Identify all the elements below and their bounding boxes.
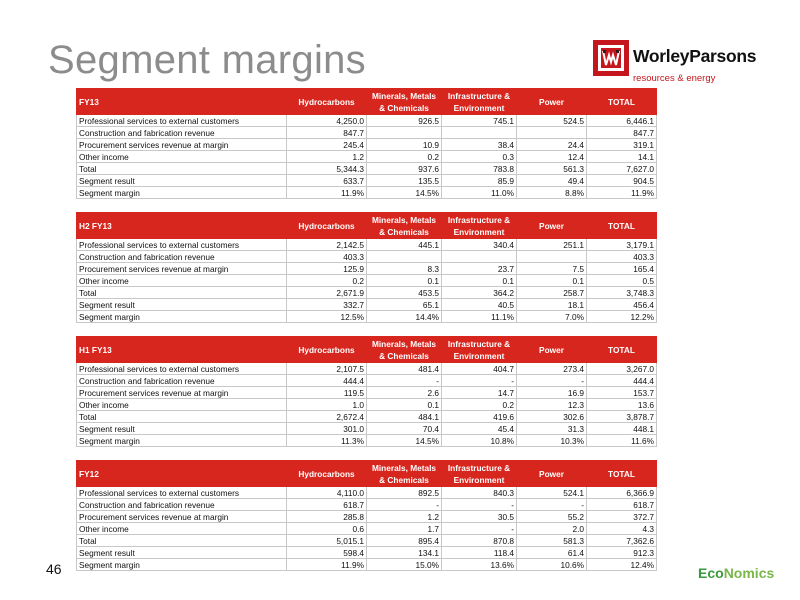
row-label: Construction and fabrication revenue <box>77 499 287 511</box>
row-label: Segment margin <box>77 311 287 323</box>
table-row <box>77 151 657 163</box>
column-header: TOTAL <box>587 89 657 115</box>
table-cell: 3,179.1 <box>587 239 657 251</box>
row-label: Professional services to external customers <box>77 363 287 375</box>
table-cell: 6,366.9 <box>587 487 657 499</box>
row-label: Procurement services revenue at margin <box>77 263 287 275</box>
table-cell: 561.3 <box>517 163 587 175</box>
table-cell: 40.5 <box>442 299 517 311</box>
table-cell: 16.9 <box>517 387 587 399</box>
table-cell: 0.1 <box>367 275 442 287</box>
table-cell: 2,142.5 <box>287 239 367 251</box>
table-cell: 11.6% <box>587 435 657 447</box>
table-cell: 14.5% <box>367 187 442 199</box>
table-cell <box>442 251 517 263</box>
table-cell: 364.2 <box>442 287 517 299</box>
table-cell: 484.1 <box>367 411 442 423</box>
table-cell: - <box>517 499 587 511</box>
table-row <box>77 423 657 435</box>
table-row <box>77 535 657 547</box>
table-cell: 8.3 <box>367 263 442 275</box>
segment-table-1 <box>76 212 657 323</box>
table-cell <box>367 251 442 263</box>
table-header-row <box>77 337 657 363</box>
table-cell: 273.4 <box>517 363 587 375</box>
table-cell: 895.4 <box>367 535 442 547</box>
table-cell: 1.2 <box>287 151 367 163</box>
row-label: Segment result <box>77 175 287 187</box>
table-cell: 10.6% <box>517 559 587 571</box>
table-cell: 2,107.5 <box>287 363 367 375</box>
table-cell: 319.1 <box>587 139 657 151</box>
table-cell: 118.4 <box>442 547 517 559</box>
table-cell: 0.1 <box>367 399 442 411</box>
table-row <box>77 547 657 559</box>
table-cell <box>367 127 442 139</box>
column-header: Infrastructure & Environment <box>442 337 517 363</box>
table-cell: 85.9 <box>442 175 517 187</box>
table-row <box>77 311 657 323</box>
table-cell: 38.4 <box>442 139 517 151</box>
column-header: Infrastructure & Environment <box>442 461 517 487</box>
table-cell: 301.0 <box>287 423 367 435</box>
table-cell: 24.4 <box>517 139 587 151</box>
table-cell: 598.4 <box>287 547 367 559</box>
row-label: Construction and fabrication revenue <box>77 375 287 387</box>
table-cell: 633.7 <box>287 175 367 187</box>
table-row <box>77 127 657 139</box>
table-cell: 453.5 <box>367 287 442 299</box>
table-cell: 302.6 <box>517 411 587 423</box>
table-cell: 937.6 <box>367 163 442 175</box>
table-row <box>77 175 657 187</box>
table-row <box>77 363 657 375</box>
table-cell: 581.3 <box>517 535 587 547</box>
column-header: TOTAL <box>587 213 657 239</box>
period-header: FY13 <box>77 89 287 115</box>
row-label: Construction and fabrication revenue <box>77 251 287 263</box>
table-cell: 6,446.1 <box>587 115 657 127</box>
table-cell: 404.7 <box>442 363 517 375</box>
table-cell: 4.3 <box>587 523 657 535</box>
table-cell: - <box>442 523 517 535</box>
table-cell: 11.9% <box>587 187 657 199</box>
slide-title: Segment margins <box>48 38 366 82</box>
table-gap <box>76 323 656 336</box>
column-header: Minerals, Metals & Chemicals <box>367 337 442 363</box>
table-cell: 444.4 <box>287 375 367 387</box>
row-label: Other income <box>77 275 287 287</box>
column-header: Minerals, Metals & Chemicals <box>367 461 442 487</box>
table-cell: 15.0% <box>367 559 442 571</box>
period-header: H2 FY13 <box>77 213 287 239</box>
worleyparsons-logo-icon <box>593 40 629 76</box>
page-number: 46 <box>46 561 62 577</box>
table-cell: 61.4 <box>517 547 587 559</box>
table-cell: 847.7 <box>287 127 367 139</box>
row-label: Professional services to external customers <box>77 115 287 127</box>
table-cell: 8.8% <box>517 187 587 199</box>
table-cell: 1.2 <box>367 511 442 523</box>
table-cell: 14.5% <box>367 435 442 447</box>
table-cell: 11.9% <box>287 559 367 571</box>
table-cell: 134.1 <box>367 547 442 559</box>
table-row <box>77 299 657 311</box>
table-cell: 456.4 <box>587 299 657 311</box>
period-header: FY12 <box>77 461 287 487</box>
table-cell: 524.5 <box>517 115 587 127</box>
table-cell: 745.1 <box>442 115 517 127</box>
table-cell: 444.4 <box>587 375 657 387</box>
table-cell: 258.7 <box>517 287 587 299</box>
period-header: H1 FY13 <box>77 337 287 363</box>
table-cell: 45.4 <box>442 423 517 435</box>
table-row <box>77 435 657 447</box>
table-cell: 119.5 <box>287 387 367 399</box>
table-cell: 7,627.0 <box>587 163 657 175</box>
table-cell: 0.2 <box>442 399 517 411</box>
row-label: Segment result <box>77 299 287 311</box>
table-cell <box>517 127 587 139</box>
table-cell: 135.5 <box>367 175 442 187</box>
table-cell: 481.4 <box>367 363 442 375</box>
row-label: Segment margin <box>77 187 287 199</box>
segment-table-2 <box>76 336 657 447</box>
row-label: Segment result <box>77 423 287 435</box>
column-header: Hydrocarbons <box>287 213 367 239</box>
table-cell: 0.1 <box>442 275 517 287</box>
table-row <box>77 139 657 151</box>
column-header: Infrastructure & Environment <box>442 89 517 115</box>
table-row <box>77 251 657 263</box>
table-cell: 14.4% <box>367 311 442 323</box>
table-header-row <box>77 213 657 239</box>
table-row <box>77 523 657 535</box>
table-cell: 847.7 <box>587 127 657 139</box>
row-label: Total <box>77 535 287 547</box>
table-cell: 55.2 <box>517 511 587 523</box>
column-header: Hydrocarbons <box>287 461 367 487</box>
table-cell: 31.3 <box>517 423 587 435</box>
table-cell: 10.8% <box>442 435 517 447</box>
table-cell: 153.7 <box>587 387 657 399</box>
table-cell: 251.1 <box>517 239 587 251</box>
table-cell: 0.2 <box>287 275 367 287</box>
table-row <box>77 387 657 399</box>
table-cell: 0.5 <box>587 275 657 287</box>
table-cell: 912.3 <box>587 547 657 559</box>
table-cell: - <box>442 375 517 387</box>
table-cell: 13.6% <box>442 559 517 571</box>
column-header: Infrastructure & Environment <box>442 213 517 239</box>
table-cell: 7,362.6 <box>587 535 657 547</box>
segment-table-3 <box>76 460 657 571</box>
worleyparsons-logo <box>593 40 793 90</box>
table-cell: 4,110.0 <box>287 487 367 499</box>
table-cell: 12.3 <box>517 399 587 411</box>
table-cell: 7.0% <box>517 311 587 323</box>
economics-logo <box>698 565 774 581</box>
table-gap <box>76 199 656 212</box>
table-cell: 403.3 <box>587 251 657 263</box>
table-cell: 10.3% <box>517 435 587 447</box>
row-label: Procurement services revenue at margin <box>77 387 287 399</box>
table-cell: 30.5 <box>442 511 517 523</box>
table-gap <box>76 447 656 460</box>
column-header: Power <box>517 461 587 487</box>
segment-table-0 <box>76 88 657 199</box>
table-cell: 904.5 <box>587 175 657 187</box>
table-cell: 892.5 <box>367 487 442 499</box>
table-cell: 3,748.3 <box>587 287 657 299</box>
column-header: Power <box>517 89 587 115</box>
table-cell: 840.3 <box>442 487 517 499</box>
table-cell: 11.9% <box>287 187 367 199</box>
table-cell: 12.5% <box>287 311 367 323</box>
table-row <box>77 263 657 275</box>
table-cell: 7.5 <box>517 263 587 275</box>
table-cell: 11.3% <box>287 435 367 447</box>
table-cell: 445.1 <box>367 239 442 251</box>
row-label: Total <box>77 287 287 299</box>
table-cell: 3,878.7 <box>587 411 657 423</box>
table-cell: - <box>367 375 442 387</box>
table-cell: - <box>367 499 442 511</box>
table-cell: 2.0 <box>517 523 587 535</box>
column-header: Hydrocarbons <box>287 337 367 363</box>
table-cell: 10.9 <box>367 139 442 151</box>
row-label: Total <box>77 411 287 423</box>
table-cell: 618.7 <box>587 499 657 511</box>
economics-logo-nomics: Nomics <box>723 565 775 581</box>
table-cell: 372.7 <box>587 511 657 523</box>
table-row <box>77 239 657 251</box>
logo-name: WorleyParsons <box>633 46 757 66</box>
logo-tagline: resources & energy <box>633 73 716 84</box>
table-row <box>77 411 657 423</box>
row-label: Procurement services revenue at margin <box>77 511 287 523</box>
table-cell: 13.6 <box>587 399 657 411</box>
table-cell: 65.1 <box>367 299 442 311</box>
table-cell: 2,671.9 <box>287 287 367 299</box>
table-cell: 524.1 <box>517 487 587 499</box>
table-row <box>77 375 657 387</box>
table-row <box>77 499 657 511</box>
table-cell: 12.2% <box>587 311 657 323</box>
table-cell: 5,015.1 <box>287 535 367 547</box>
table-cell: 0.2 <box>367 151 442 163</box>
table-cell: 618.7 <box>287 499 367 511</box>
table-cell: 1.0 <box>287 399 367 411</box>
column-header: Minerals, Metals & Chemicals <box>367 89 442 115</box>
table-row <box>77 187 657 199</box>
row-label: Segment margin <box>77 559 287 571</box>
table-cell: 0.1 <box>517 275 587 287</box>
table-row <box>77 163 657 175</box>
table-cell: - <box>442 499 517 511</box>
table-cell: 1.7 <box>367 523 442 535</box>
column-header: Minerals, Metals & Chemicals <box>367 213 442 239</box>
table-cell: 125.9 <box>287 263 367 275</box>
row-label: Professional services to external customers <box>77 239 287 251</box>
segment-tables <box>76 88 656 571</box>
table-cell: 23.7 <box>442 263 517 275</box>
table-cell: 0.6 <box>287 523 367 535</box>
row-label: Other income <box>77 523 287 535</box>
table-cell: 783.8 <box>442 163 517 175</box>
table-cell <box>442 127 517 139</box>
table-row <box>77 287 657 299</box>
table-cell: 870.8 <box>442 535 517 547</box>
table-header-row <box>77 461 657 487</box>
table-cell: 165.4 <box>587 263 657 275</box>
row-label: Professional services to external customers <box>77 487 287 499</box>
table-cell: 5,344.3 <box>287 163 367 175</box>
table-cell: 11.0% <box>442 187 517 199</box>
table-cell: 49.4 <box>517 175 587 187</box>
table-cell: 4,250.0 <box>287 115 367 127</box>
table-cell: 419.6 <box>442 411 517 423</box>
table-cell: 3,267.0 <box>587 363 657 375</box>
table-cell: 403.3 <box>287 251 367 263</box>
table-cell: - <box>517 375 587 387</box>
table-cell: 18.1 <box>517 299 587 311</box>
row-label: Other income <box>77 151 287 163</box>
table-row <box>77 511 657 523</box>
table-row <box>77 487 657 499</box>
table-cell: 14.7 <box>442 387 517 399</box>
row-label: Segment margin <box>77 435 287 447</box>
table-cell: 14.1 <box>587 151 657 163</box>
economics-logo-eco: Eco <box>698 565 724 581</box>
row-label: Construction and fabrication revenue <box>77 127 287 139</box>
table-cell: 285.8 <box>287 511 367 523</box>
table-cell: 448.1 <box>587 423 657 435</box>
table-cell: 245.4 <box>287 139 367 151</box>
table-header-row <box>77 89 657 115</box>
column-header: Hydrocarbons <box>287 89 367 115</box>
row-label: Procurement services revenue at margin <box>77 139 287 151</box>
row-label: Segment result <box>77 547 287 559</box>
table-cell: 70.4 <box>367 423 442 435</box>
table-cell: 926.5 <box>367 115 442 127</box>
column-header: TOTAL <box>587 461 657 487</box>
column-header: Power <box>517 213 587 239</box>
column-header: Power <box>517 337 587 363</box>
row-label: Total <box>77 163 287 175</box>
table-cell: 332.7 <box>287 299 367 311</box>
table-row <box>77 399 657 411</box>
column-header: TOTAL <box>587 337 657 363</box>
table-row <box>77 115 657 127</box>
table-cell: 12.4 <box>517 151 587 163</box>
table-cell: 2,672.4 <box>287 411 367 423</box>
table-cell <box>517 251 587 263</box>
row-label: Other income <box>77 399 287 411</box>
table-row <box>77 559 657 571</box>
table-cell: 2.6 <box>367 387 442 399</box>
table-cell: 340.4 <box>442 239 517 251</box>
table-cell: 11.1% <box>442 311 517 323</box>
table-cell: 0.3 <box>442 151 517 163</box>
table-cell: 12.4% <box>587 559 657 571</box>
table-row <box>77 275 657 287</box>
